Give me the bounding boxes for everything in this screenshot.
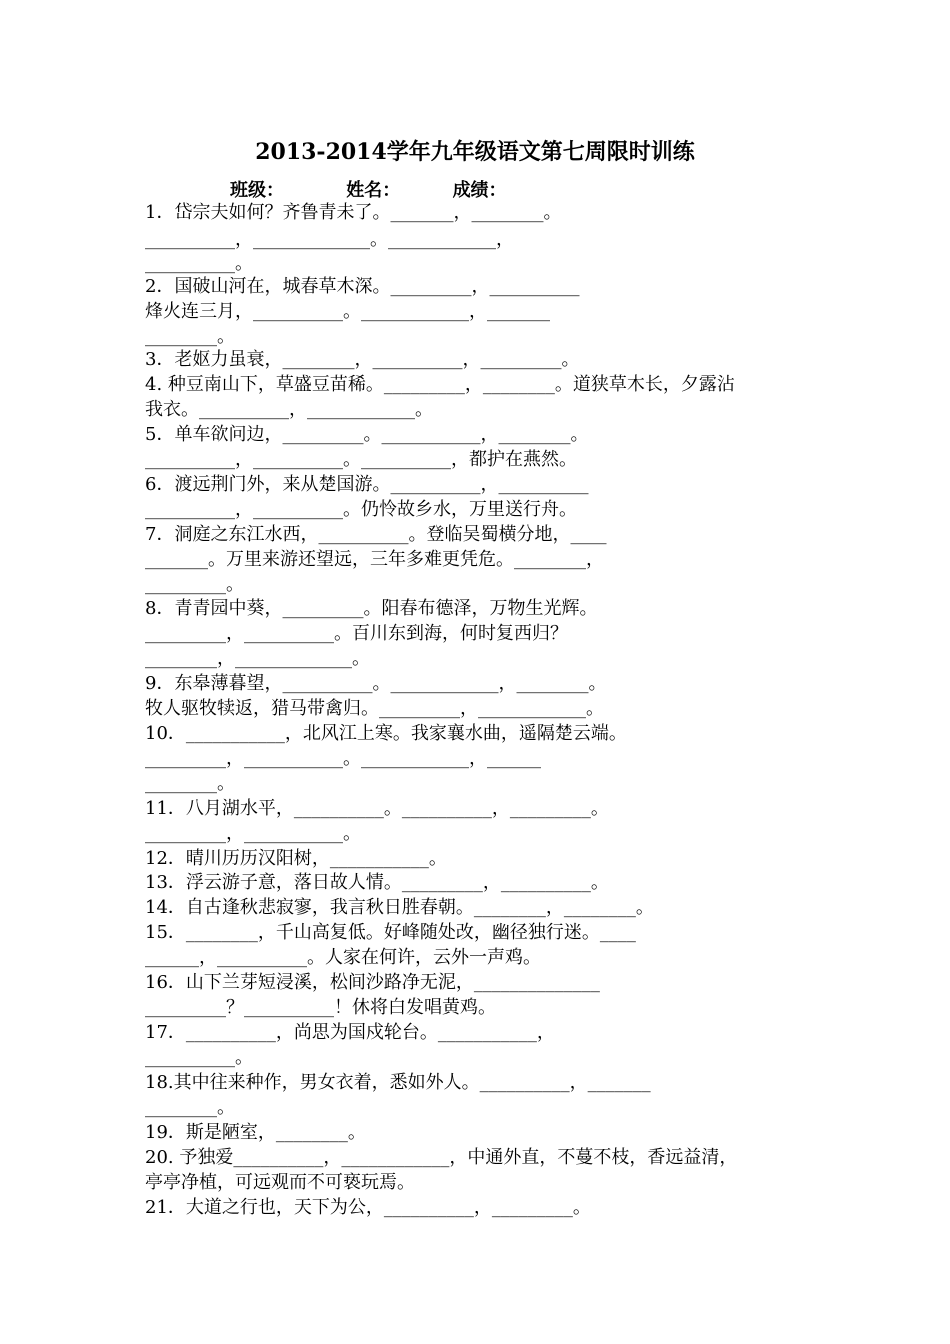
question-line: _________，__________。百川东到海，何时复西归？ — [145, 623, 568, 644]
question-line: 8．青青园中葵，_________。阳春布德泽，万物生光辉。 — [145, 598, 598, 619]
question-line: 3．老妪力虽衰，________，__________，_________。 — [145, 349, 580, 370]
question-line: 5．单车欲问边，_________。___________，________。 — [145, 424, 589, 445]
question-line: 2．国破山河在，城春草木深。_________，__________ — [145, 276, 580, 297]
class-label: 班级： — [230, 180, 284, 201]
question-line: 7．洞庭之东江水西，__________。登临吴蜀横分地，____ — [145, 524, 607, 545]
question-line: 烽火连三月，__________。____________，_______ — [145, 301, 550, 322]
question-line: __________。 — [145, 253, 253, 274]
page-title: 2013-2014学年九年级语文第七周限时训练 — [255, 139, 695, 165]
question-line: 13．浮云游子意，落日故人情。_________，__________。 — [145, 872, 609, 893]
question-line: __________，__________。仍怜故乡水，万里送行舟。 — [145, 499, 577, 520]
question-line: _________。 — [145, 574, 244, 595]
question-line: ________。 — [145, 773, 235, 794]
question-line: 6．渡远荆门外，来从楚国游。__________，__________ — [145, 474, 589, 495]
question-line: __________，__________。__________，都护在燕然。 — [145, 449, 577, 470]
question-line: 牧人驱牧犊返，猎马带禽归。_________，____________。 — [145, 698, 604, 719]
name-label: 姓名： — [346, 180, 401, 201]
question-line: 20. 予独爱__________，____________，中通外直，不蔓不枝，香远益清， — [145, 1147, 738, 1168]
question-line: 9．东皋薄暮望，__________。____________，________。 — [145, 673, 607, 694]
question-line: __________。 — [145, 1047, 253, 1068]
question-line: 12．晴川历历汉阳树，___________。 — [145, 848, 447, 869]
question-line: ________，_____________。 — [145, 648, 370, 669]
question-line: __________，_____________。____________， — [145, 229, 514, 250]
question-line: ________。 — [145, 1097, 235, 1118]
question-line: _________，___________。____________，______ — [145, 748, 541, 769]
question-line: ______，__________。人家在何许，云外一声鸡。 — [145, 947, 541, 968]
question-line: 4. 种豆南山下，草盛豆苗稀。_________，________。道狭草木长，夕露沾 — [145, 374, 735, 395]
question-line: _________？__________！休将白发唱黄鸡。 — [145, 997, 496, 1018]
score-label: 成绩： — [452, 180, 507, 201]
question-line: 15．________，千山高复低。好峰随处改，幽径独行迷。____ — [145, 922, 636, 943]
question-line: 19．斯是陋室，________。 — [145, 1122, 366, 1143]
question-line: 17．__________，尚思为国戍轮台。___________， — [145, 1022, 555, 1043]
question-line: 亭亭净植，可远观而不可亵玩焉。 — [145, 1172, 415, 1193]
question-line: 16．山下兰芽短浸溪，松间沙路净无泥，______________ — [145, 972, 600, 993]
question-line: ________。 — [145, 326, 235, 347]
question-line: 21．大道之行也，天下为公，__________，_________。 — [145, 1197, 591, 1218]
question-line: 11．八月湖水平，__________。__________，_________。 — [145, 798, 609, 819]
question-line: 14．自古逢秋悲寂寥，我言秋日胜春朝。________，________。 — [145, 897, 654, 918]
question-line: _______。万里来游还望远，三年多难更凭危。________， — [145, 549, 604, 570]
student-info-row — [230, 176, 507, 202]
question-line: 10．___________，北风江上寒。我家襄水曲，遥隔楚云端。 — [145, 723, 627, 744]
question-line: 1．岱宗夫如何？齐鲁青未了。_______，________。 — [145, 202, 562, 223]
question-line: 18.其中往来种作，男女衣着，悉如外人。__________，_______ — [145, 1072, 651, 1093]
question-line: _________，___________。 — [145, 823, 361, 844]
question-line: 我衣。__________，____________。 — [145, 399, 433, 420]
